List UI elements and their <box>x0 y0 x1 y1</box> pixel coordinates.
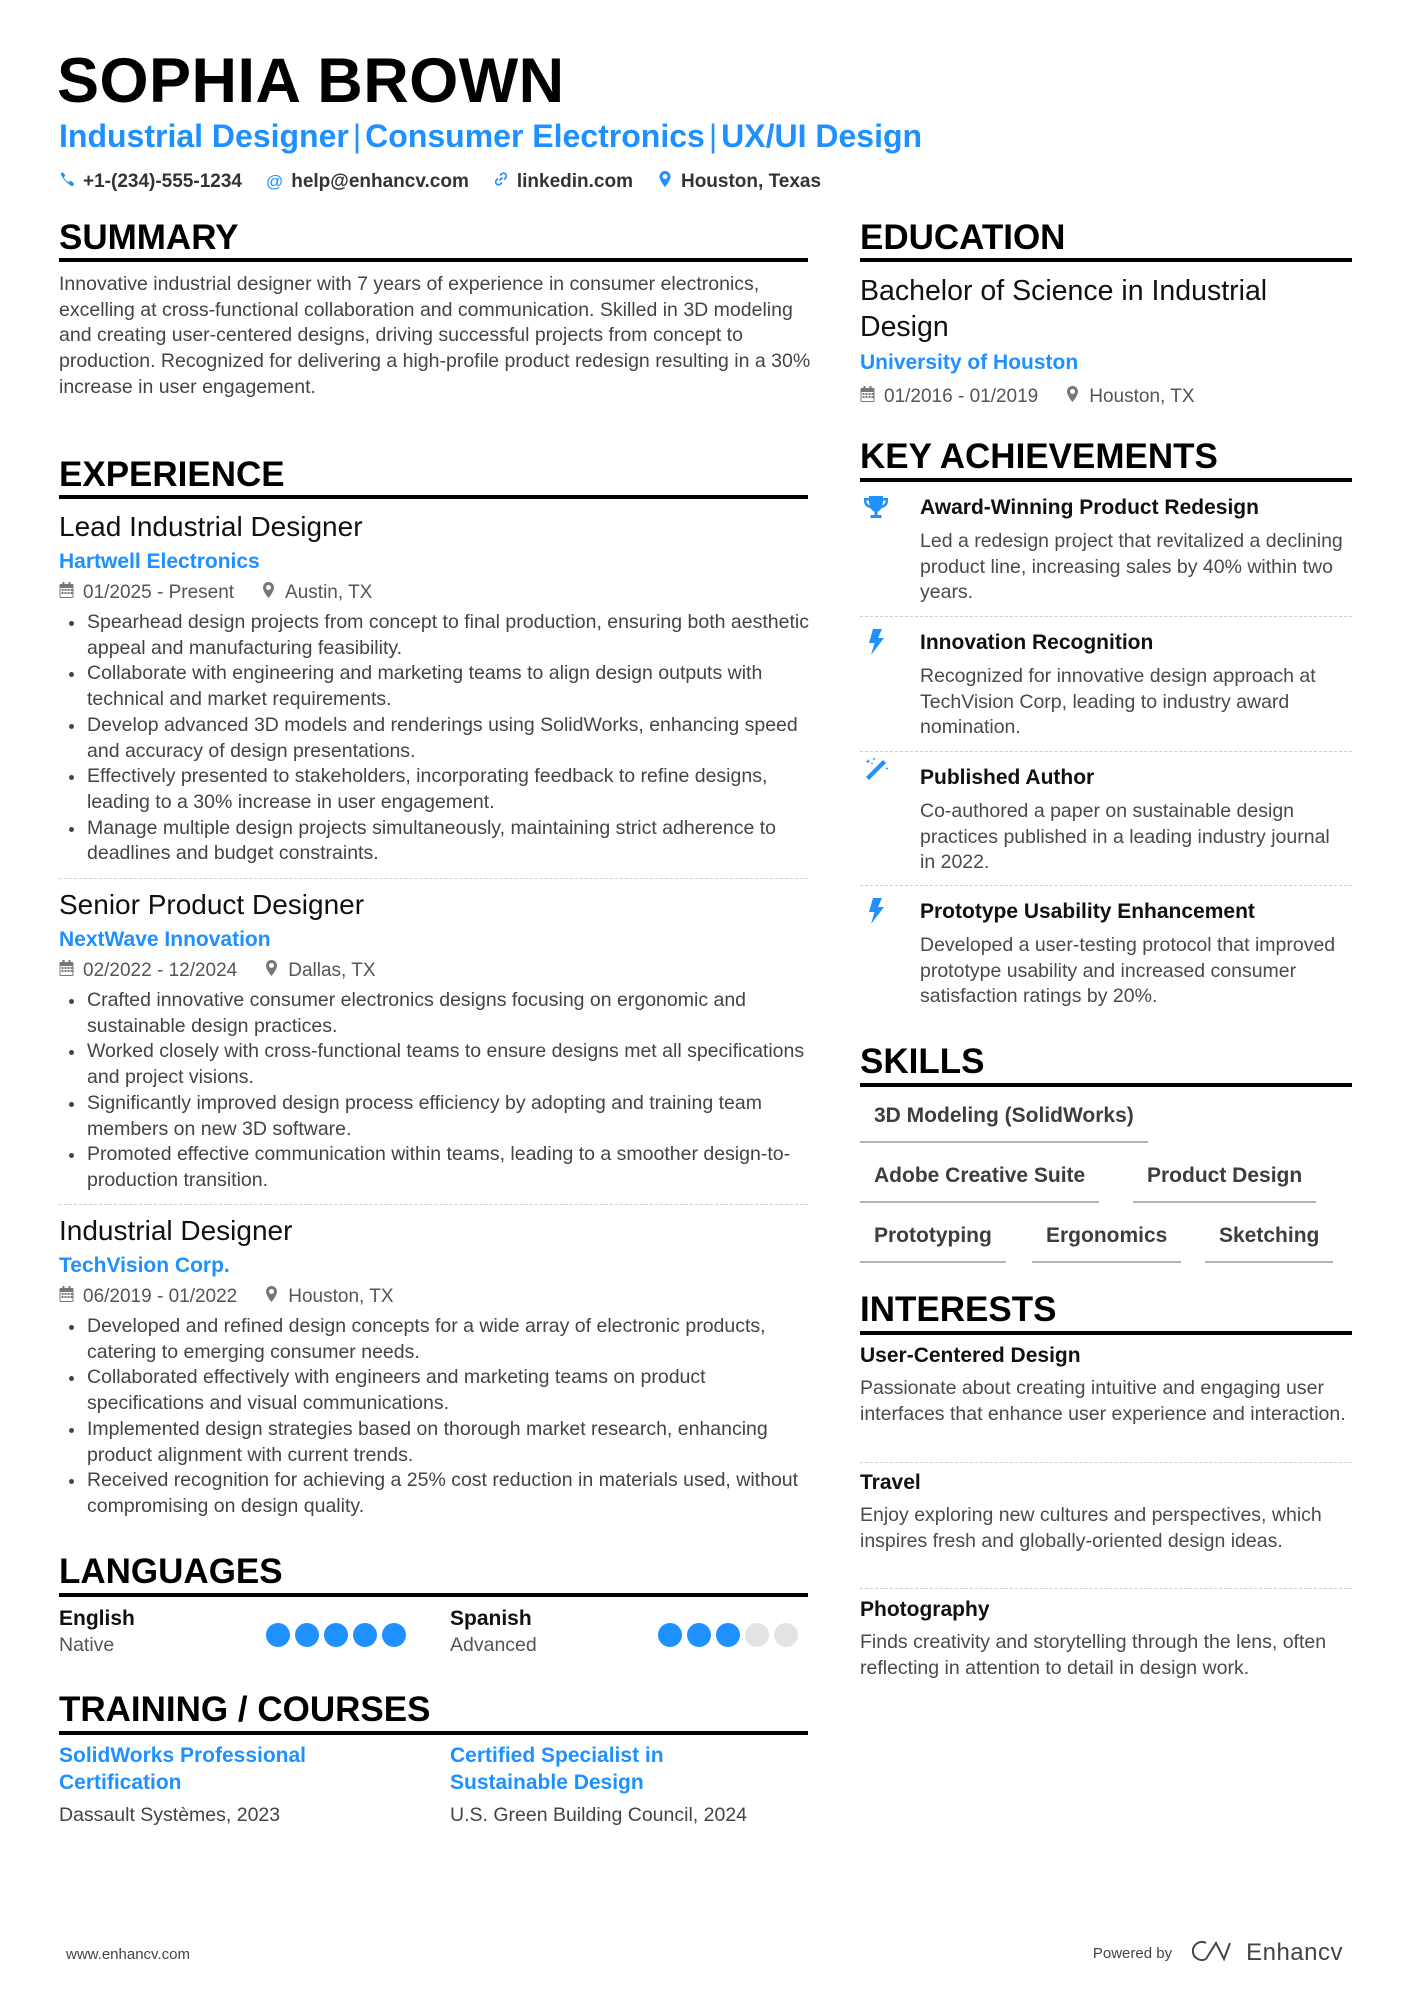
contact-linkedin[interactable] <box>493 170 633 194</box>
section-title-languages: LANGUAGES <box>59 1552 283 1591</box>
skill-tag: Product Design <box>1133 1162 1316 1203</box>
interest-desc: Enjoy exploring new cultures and perspectives, which inspires fresh and globally-oriented design ideas. <box>860 1504 1322 1552</box>
phone-icon <box>59 170 75 194</box>
job-bullet: Manage multiple design projects simultaneously, maintaining strict adherence to deadlines and budget constraints. <box>59 816 811 867</box>
section-rule <box>59 258 808 262</box>
interest-desc: Passionate about creating intuitive and engaging user interfaces that enhance user experience and interaction. <box>860 1377 1346 1425</box>
skill-tag: Ergonomics <box>1032 1222 1181 1263</box>
phone-text: +1-(234)-555-1234 <box>83 171 242 192</box>
degree-title: Bachelor of Science in Industrial Design <box>860 275 1268 343</box>
experience-item <box>59 888 811 1194</box>
interest-title: User-Centered Design <box>860 1344 1081 1367</box>
location-text: Houston, Texas <box>680 171 822 192</box>
skill-tag: 3D Modeling (SolidWorks) <box>860 1102 1148 1143</box>
language-rating <box>266 1623 406 1647</box>
headline-part: Consumer Electronics <box>365 118 705 154</box>
lightning-icon <box>862 628 890 656</box>
achievement-desc: Co-authored a paper on sustainable design practices published in a leading industry journal in 2022. <box>920 800 1330 874</box>
experience-item <box>59 510 811 867</box>
job-location: Austin, TX <box>285 582 373 603</box>
job-bullet: Significantly improved design process efficiency by adopting and training team members on new 3D software. <box>59 1091 811 1142</box>
section-title-interests: INTERESTS <box>860 1290 1057 1329</box>
job-meta <box>59 581 811 605</box>
brand-name: Enhancv <box>1246 1939 1343 1966</box>
rating-dot-filled <box>382 1623 406 1647</box>
language-item <box>450 1606 537 1658</box>
job-dates: 01/2025 - Present <box>83 582 235 603</box>
magic-wand-icon <box>862 756 890 784</box>
email-text: help@enhancv.com <box>291 171 469 192</box>
contact-email[interactable] <box>266 170 469 194</box>
skill-tag: Prototyping <box>860 1222 1006 1263</box>
section-title-training: TRAINING / COURSES <box>59 1690 431 1729</box>
job-bullet: Promoted effective communication within teams, leading to a smoother design-to-production transition. <box>59 1142 811 1193</box>
section-title-summary: SUMMARY <box>59 218 239 257</box>
interest-title: Photography <box>860 1598 990 1621</box>
map-pin-icon <box>264 959 288 983</box>
job-location: Houston, TX <box>288 1286 394 1307</box>
rating-dot-empty <box>774 1623 798 1647</box>
job-dates: 02/2022 - 12/2024 <box>83 960 238 981</box>
language-rating <box>658 1623 798 1647</box>
job-bullet: Received recognition for achieving a 25% cost reduction in materials used, without compromising on design quality. <box>59 1468 811 1519</box>
course-org: U.S. Green Building Council, 2024 <box>450 1804 748 1826</box>
job-bullet: Develop advanced 3D models and renderings using SolidWorks, enhancing speed and accuracy of design presentations. <box>59 713 811 764</box>
lightning-icon <box>862 897 890 925</box>
education-meta <box>860 385 1195 409</box>
calendar-icon <box>59 1285 83 1309</box>
at-icon: @ <box>265 172 284 191</box>
trophy-icon <box>862 494 890 522</box>
job-bullet: Collaborate with engineering and marketing teams to align design outputs with technical and market requirements. <box>59 661 811 712</box>
rating-dot-filled <box>658 1623 682 1647</box>
school-name: University of Houston <box>860 351 1079 374</box>
headline-separator: | <box>708 118 718 154</box>
job-title: Senior Product Designer <box>59 889 365 920</box>
map-pin-icon <box>261 581 285 605</box>
link-icon <box>493 170 509 194</box>
section-title-skills: SKILLS <box>860 1042 985 1081</box>
summary-text: Innovative industrial designer with 7 years of experience in consumer electronics, excelling at cross-functional collaboration and communication. Skilled in 3D modeling and creating user-centered designs, driving successful projects from concept to production. Recognized for delivering a high-profile product redesign resulting in a 30% increase in user engagement. <box>59 273 811 398</box>
achievement-item <box>920 765 1350 876</box>
footer-website[interactable]: www.enhancv.com <box>66 1946 190 1963</box>
candidate-name: SOPHIA BROWN <box>57 46 565 116</box>
calendar-icon <box>59 581 83 605</box>
item-divider <box>860 1462 1352 1463</box>
section-rule <box>59 1731 808 1735</box>
job-bullet: Implemented design strategies based on thorough market research, enhancing product alignment with current trends. <box>59 1417 811 1468</box>
skill-tag: Adobe Creative Suite <box>860 1162 1099 1203</box>
achievement-title: Award-Winning Product Redesign <box>920 496 1259 519</box>
achievement-title: Prototype Usability Enhancement <box>920 900 1255 923</box>
linkedin-text: linkedin.com <box>516 171 633 192</box>
rating-dot-filled <box>687 1623 711 1647</box>
achievement-item <box>920 899 1350 1010</box>
calendar-icon <box>860 385 884 409</box>
headline-part: Industrial Designer <box>59 118 349 154</box>
achievement-title: Innovation Recognition <box>920 631 1154 654</box>
section-title-experience: EXPERIENCE <box>59 455 285 494</box>
section-title-education: EDUCATION <box>860 218 1066 257</box>
headline <box>59 116 922 156</box>
item-divider <box>59 878 808 879</box>
interest-item <box>860 1597 1352 1681</box>
job-bullet: Crafted innovative consumer electronics designs focusing on ergonomic and sustainable design practices. <box>59 988 811 1039</box>
company-name: NextWave Innovation <box>59 928 271 951</box>
rating-dot-filled <box>353 1623 377 1647</box>
headline-part: UX/UI Design <box>721 118 923 154</box>
job-meta <box>59 1285 811 1309</box>
map-pin-icon <box>1065 385 1089 409</box>
achievement-desc: Developed a user-testing protocol that improved prototype usability and increased consumer satisfaction ratings by 20%. <box>920 934 1336 1008</box>
experience-item <box>59 1214 811 1520</box>
course-item <box>59 1742 399 1828</box>
course-org: Dassault Systèmes, 2023 <box>59 1804 281 1826</box>
language-name: English <box>59 1607 135 1630</box>
headline-separator: | <box>352 118 362 154</box>
section-rule <box>59 495 808 499</box>
course-title: SolidWorks Professional Certification <box>59 1744 307 1794</box>
achievement-item <box>920 630 1350 741</box>
job-dates: 06/2019 - 01/2022 <box>83 1286 238 1307</box>
contact-row <box>59 170 821 194</box>
powered-by-label: Powered by <box>1092 1944 1173 1962</box>
contact-phone[interactable] <box>59 170 242 194</box>
achievement-desc: Led a redesign project that revitalized a declining product line, increasing sales by 40% within two years. <box>920 530 1343 604</box>
section-rule <box>860 1331 1352 1335</box>
job-bullets <box>59 988 811 1194</box>
item-divider <box>860 1588 1352 1589</box>
rating-dot-filled <box>266 1623 290 1647</box>
job-bullet: Effectively presented to stakeholders, incorporating feedback to refine designs, leading to a 30% increase in user engagement. <box>59 764 811 815</box>
achievement-item <box>920 495 1350 606</box>
section-rule <box>860 478 1352 482</box>
job-meta <box>59 959 811 983</box>
interest-item <box>860 1470 1352 1554</box>
rating-dot-filled <box>716 1623 740 1647</box>
map-pin-icon <box>657 170 673 194</box>
section-rule <box>860 258 1352 262</box>
company-name: TechVision Corp. <box>59 1254 230 1277</box>
contact-location <box>657 170 821 194</box>
job-bullets <box>59 610 811 867</box>
rating-dot-filled <box>324 1623 348 1647</box>
calendar-icon <box>59 959 83 983</box>
interest-desc: Finds creativity and storytelling through the lens, often reflecting in attention to detail in design work. <box>860 1631 1327 1679</box>
language-level: Advanced <box>450 1634 537 1656</box>
item-divider <box>860 751 1352 752</box>
job-bullet: Collaborated effectively with engineers and marketing teams on product specifications and visual communications. <box>59 1365 811 1416</box>
company-name: Hartwell Electronics <box>59 550 260 573</box>
section-rule <box>860 1083 1352 1087</box>
job-title: Lead Industrial Designer <box>59 511 363 542</box>
job-bullet: Worked closely with cross-functional teams to ensure designs met all specifications and project visions. <box>59 1039 811 1090</box>
item-divider <box>860 616 1352 617</box>
map-pin-icon <box>264 1285 288 1309</box>
skill-tag: Sketching <box>1205 1222 1333 1263</box>
education-location: Houston, TX <box>1089 386 1195 407</box>
job-bullets <box>59 1314 811 1520</box>
section-rule <box>59 1593 808 1597</box>
language-level: Native <box>59 1634 115 1656</box>
rating-dot-empty <box>745 1623 769 1647</box>
interest-item <box>860 1343 1352 1427</box>
job-bullet: Developed and refined design concepts for a wide array of electronic products, catering to emerging consumer needs. <box>59 1314 811 1365</box>
course-title: Certified Specialist in Sustainable Design <box>450 1744 664 1794</box>
job-bullet: Spearhead design projects from concept to final production, ensuring both aesthetic appeal and manufacturing feasibility. <box>59 610 811 661</box>
language-item <box>59 1606 135 1658</box>
achievement-title: Published Author <box>920 766 1095 789</box>
section-title-achievements: KEY ACHIEVEMENTS <box>860 437 1218 476</box>
language-name: Spanish <box>450 1607 532 1630</box>
enhancv-logo-icon <box>1186 1938 1232 1968</box>
item-divider <box>860 885 1352 886</box>
achievement-desc: Recognized for innovative design approach at TechVision Corp, leading to industry award nomination. <box>920 665 1316 739</box>
footer-branding <box>1093 1938 1343 1968</box>
job-title: Industrial Designer <box>59 1215 293 1246</box>
item-divider <box>59 1204 808 1205</box>
job-location: Dallas, TX <box>288 960 376 981</box>
rating-dot-filled <box>295 1623 319 1647</box>
interest-title: Travel <box>860 1471 921 1494</box>
course-item <box>450 1742 750 1828</box>
education-dates: 01/2016 - 01/2019 <box>884 386 1039 407</box>
